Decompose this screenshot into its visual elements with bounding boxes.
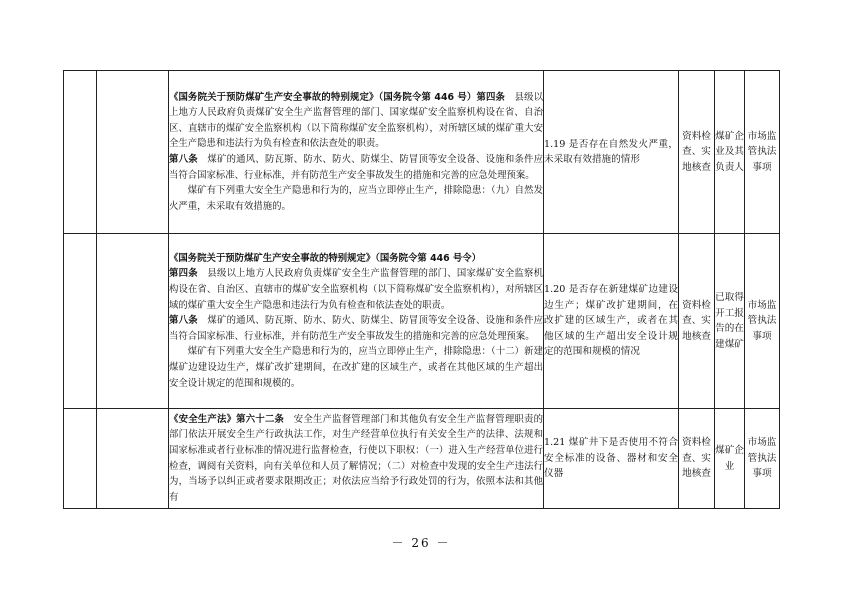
seq-cell xyxy=(64,71,97,234)
legal-basis-cell xyxy=(169,409,544,509)
legal-paragraph xyxy=(169,344,543,391)
check-subject-cell: 煤矿企业及其负责人 xyxy=(715,71,745,234)
seq-cell xyxy=(64,409,97,509)
table-row xyxy=(64,71,780,234)
article-heading: 《安全生产法》第六十二条 xyxy=(169,413,285,425)
legal-paragraph xyxy=(169,412,543,506)
name-cell xyxy=(97,234,169,409)
seq-cell xyxy=(64,234,97,409)
article-heading: 《国务院关于预防煤矿生产安全事故的特别规定》（国务院令第 446 号）第四条 xyxy=(169,91,506,103)
check-method-cell: 资料检查、实地核查 xyxy=(679,71,715,234)
article-text: 安全生产监督管理部门和其他负有安全生产监督管理职责的部门依法开展安全生产行政执法工作，对生产经营单位执行有关安全生产的法律、法规和国家标准或者行业标准的情况进行监督检查，行使以下职权：（一）进入生产经营单位进行检查，调阅有关资料，向有关单位和人员了解情况；（二）对检查中发现的安全生产违法行为，当场予以纠正或者要求限期改正；对依法应当给予行政处罚的行为，依照本法和其他有 xyxy=(169,413,543,503)
article-text: 县级以上地方人民政府负责煤矿安全生产监督管理的部门、国家煤矿安全监察机构设在省、自治区、直辖市的煤矿安全监察机构（以下简称煤矿安全监察机构），对所辖区域的煤矿重大安全生产隐患和违法行为负有检查和依法查处的职责。 xyxy=(169,268,543,311)
legal-basis-cell xyxy=(169,234,544,409)
article-heading: 第四条 xyxy=(169,268,198,280)
name-cell xyxy=(97,409,169,509)
check-item-cell: 1.20 是否存在新建煤矿边建设边生产；煤矿改扩建期间，在改扩建的区域生产，或者在其他区域的生产超出安全设计规定的范围和规模的情况 xyxy=(544,234,679,409)
article-text: 煤矿的通风、防瓦斯、防水、防火、防煤尘、防冒顶等安全设备、设施和条件应当符合国家标准、行业标准，并有防范生产安全事故发生的措施和完善的应急处理预案。 xyxy=(169,315,543,342)
article-text: 煤矿的通风、防瓦斯、防水、防火、防煤尘、防冒顶等安全设备、设施和条件应当符合国家标准、行业标准，并有防范生产安全事故发生的措施和完善的应急处理预案。 xyxy=(169,154,543,181)
legal-paragraph xyxy=(169,152,543,183)
article-text: 县级以上地方人民政府负责煤矿安全生产监督管理的部门、国家煤矿安全监察机构设在省、自治区、直辖市的煤矿安全监察机构（以下简称煤矿安全监察机构），对所辖区域的煤矿重大安全生产隐患和违法行为负有检查和依法查处的职责。 xyxy=(169,91,543,150)
legal-paragraph xyxy=(169,251,543,267)
name-cell xyxy=(97,71,169,234)
legal-basis-cell xyxy=(169,71,544,234)
table-row xyxy=(64,234,780,409)
article-text: 煤矿有下列重大安全生产隐患和行为的，应当立即停止生产，排除隐患：（十二）新建煤矿边建设边生产，煤矿改扩建期间，在改扩建的区域生产，或者在其他区域的生产超出安全设计规定的范围和规模的。 xyxy=(169,346,543,389)
legal-paragraph xyxy=(169,313,543,344)
legal-paragraph xyxy=(169,183,543,214)
check-item-cell: 1.21 煤矿井下是否使用不符合安全标准的设备、器材和安全仪器 xyxy=(544,409,679,509)
legal-paragraph xyxy=(169,90,543,152)
check-item-cell: 1.19 是否存在自然发火严重，未采取有效措施的情形 xyxy=(544,71,679,234)
article-text: 煤矿有下列重大安全生产隐患和行为的，应当立即停止生产，排除隐患：（九）自然发火严重，未采取有效措施的。 xyxy=(169,185,543,212)
category-cell: 市场监管执法事项 xyxy=(745,409,780,509)
table-row xyxy=(64,409,780,509)
legal-paragraph xyxy=(169,266,543,313)
check-subject-cell: 已取得开工报告的在建煤矿 xyxy=(715,234,745,409)
article-heading: 第八条 xyxy=(169,315,198,327)
table-body xyxy=(64,71,780,509)
article-heading: 《国务院关于预防煤矿生产安全事故的特别规定》（国务院令第 446 号令） xyxy=(169,252,482,264)
check-method-cell: 资料检查、实地核查 xyxy=(679,409,715,509)
category-cell: 市场监管执法事项 xyxy=(745,71,780,234)
check-subject-cell: 煤矿企业 xyxy=(715,409,745,509)
article-heading: 第八条 xyxy=(169,154,198,165)
regulation-table xyxy=(63,70,780,509)
check-method-cell: 资料检查、实地核查 xyxy=(679,234,715,409)
page-number: － 26 － xyxy=(391,536,451,550)
category-cell: 市场监管执法事项 xyxy=(745,234,780,409)
